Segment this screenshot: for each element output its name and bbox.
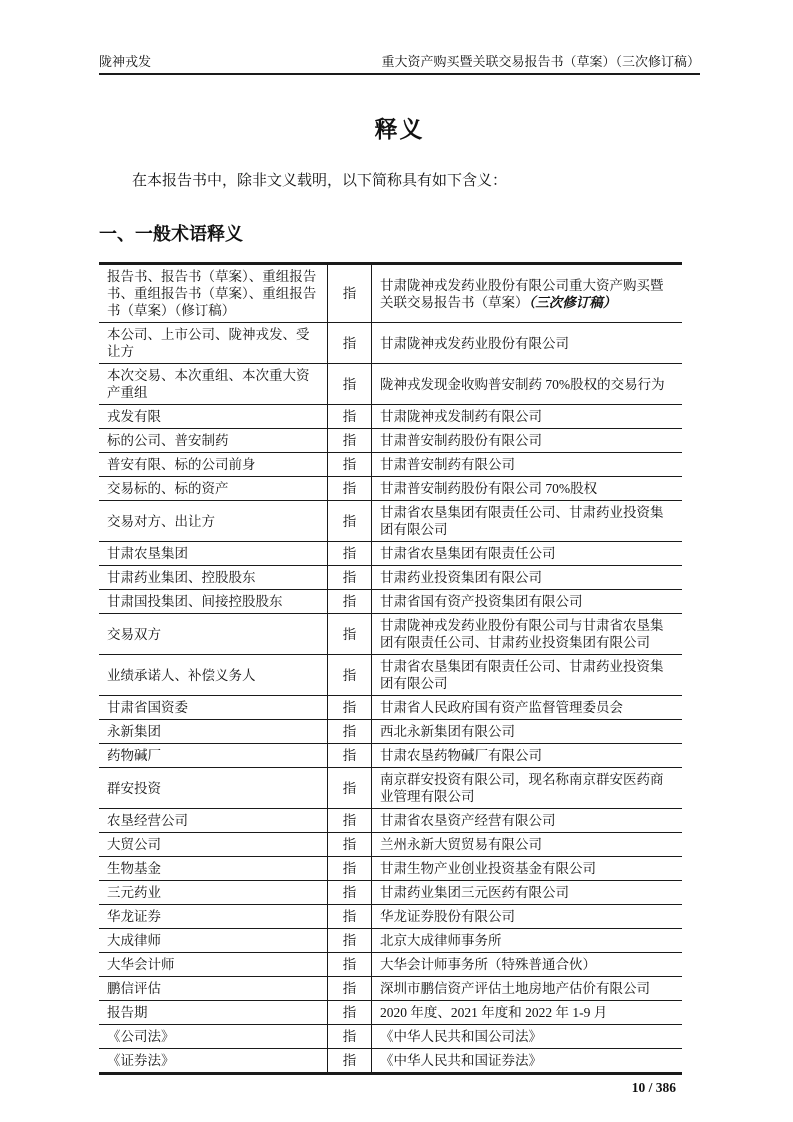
- term-cell: 甘肃药业集团、控股股东: [99, 566, 328, 590]
- section-heading: 一、一般术语释义: [99, 224, 243, 244]
- definition-cell: [372, 429, 683, 453]
- zhi-cell: 指: [328, 566, 372, 590]
- definition-bold: （三次修订稿）: [528, 294, 617, 310]
- zhi-cell: 指: [328, 953, 372, 977]
- zhi-cell: 指: [328, 833, 372, 857]
- definition-text: 甘肃陇神戎发药业股份有限公司: [380, 335, 569, 351]
- table-row: [99, 614, 682, 655]
- definition-text: 甘肃药业投资集团有限公司: [380, 570, 542, 585]
- table-row: [99, 768, 682, 809]
- definition-text: 2020 年度、2021 年度和 2022 年 1-9 月: [380, 1005, 608, 1020]
- table-row: [99, 905, 682, 929]
- term-cell: 群安投资: [99, 768, 328, 809]
- zhi-cell: 指: [328, 323, 372, 364]
- definition-cell: [372, 696, 683, 720]
- zhi-cell: 指: [328, 614, 372, 655]
- table-row: [99, 566, 682, 590]
- definition-text: 甘肃农垦药物碱厂有限公司: [380, 748, 542, 763]
- definition-text: 西北永新集团有限公司: [380, 724, 515, 739]
- definition-text: 《中华人民共和国公司法》: [380, 1029, 542, 1044]
- table-row: [99, 744, 682, 768]
- definition-cell: [372, 929, 683, 953]
- table-row: [99, 501, 682, 542]
- zhi-cell: 指: [328, 264, 372, 323]
- zhi-cell: 指: [328, 744, 372, 768]
- table-row: [99, 1049, 682, 1074]
- zhi-cell: 指: [328, 1025, 372, 1049]
- term-cell: 业绩承诺人、补偿义务人: [99, 655, 328, 696]
- term-cell: 三元药业: [99, 881, 328, 905]
- table-row: [99, 364, 682, 405]
- table-row: [99, 977, 682, 1001]
- table-row: [99, 696, 682, 720]
- zhi-cell: 指: [328, 696, 372, 720]
- definition-cell: [372, 264, 683, 323]
- definition-cell: [372, 1001, 683, 1025]
- definition-text: 北京大成律师事务所: [380, 933, 502, 948]
- table-row: [99, 881, 682, 905]
- definition-text: 甘肃省农垦集团有限责任公司、甘肃药业投资集团有限公司: [380, 505, 664, 537]
- definition-text: 甘肃省人民政府国有资产监督管理委员会: [380, 700, 623, 715]
- zhi-cell: 指: [328, 881, 372, 905]
- term-cell: 华龙证券: [99, 905, 328, 929]
- zhi-cell: 指: [328, 905, 372, 929]
- page-content: [99, 0, 700, 1096]
- table-row: [99, 429, 682, 453]
- definition-text: 甘肃陇神戎发药业股份有限公司重大资产购买暨关联交易报告书（草案）: [380, 277, 664, 310]
- definition-text: 《中华人民共和国证券法》: [380, 1053, 542, 1068]
- zhi-cell: 指: [328, 977, 372, 1001]
- definition-cell: [372, 323, 683, 364]
- term-cell: 普安有限、标的公司前身: [99, 453, 328, 477]
- definition-cell: [372, 881, 683, 905]
- definition-text: 华龙证券股份有限公司: [380, 909, 515, 924]
- doc-title: 释义: [374, 116, 425, 142]
- term-cell: 生物基金: [99, 857, 328, 881]
- table-row: [99, 264, 682, 323]
- zhi-cell: 指: [328, 1049, 372, 1074]
- definition-text: 甘肃普安制药股份有限公司 70%股权: [380, 481, 598, 496]
- table-row: [99, 405, 682, 429]
- definition-text: 深圳市鹏信资产评估土地房地产估价有限公司: [380, 981, 650, 996]
- definition-cell: [372, 1025, 683, 1049]
- term-cell: 交易对方、出让方: [99, 501, 328, 542]
- header-right-text: 重大资产购买暨关联交易报告书（草案）（三次修订稿）: [381, 54, 700, 69]
- term-cell: 大贸公司: [99, 833, 328, 857]
- definition-cell: [372, 905, 683, 929]
- zhi-cell: 指: [328, 364, 372, 405]
- definition-cell: [372, 364, 683, 405]
- zhi-cell: 指: [328, 405, 372, 429]
- table-row: [99, 857, 682, 881]
- definition-text: 大华会计师事务所（特殊普通合伙）: [380, 957, 596, 972]
- header-left-text: 陇神戎发: [99, 54, 152, 69]
- zhi-cell: 指: [328, 477, 372, 501]
- definition-text: 甘肃省国有资产投资集团有限公司: [380, 594, 583, 609]
- zhi-cell: 指: [328, 501, 372, 542]
- table-row: [99, 1025, 682, 1049]
- term-cell: 甘肃省国资委: [99, 696, 328, 720]
- term-cell: 农垦经营公司: [99, 809, 328, 833]
- zhi-cell: 指: [328, 655, 372, 696]
- term-cell: 交易双方: [99, 614, 328, 655]
- table-row: [99, 720, 682, 744]
- definition-cell: [372, 857, 683, 881]
- definition-text: 甘肃陇神戎发制药有限公司: [380, 409, 542, 424]
- term-cell: 报告期: [99, 1001, 328, 1025]
- zhi-cell: 指: [328, 429, 372, 453]
- term-cell: 甘肃国投集团、间接控股股东: [99, 590, 328, 614]
- definition-text: 甘肃省农垦集团有限责任公司: [380, 546, 556, 561]
- page-header: [99, 0, 700, 75]
- zhi-cell: 指: [328, 720, 372, 744]
- definition-text: 陇神戎发现金收购普安制药 70%股权的交易行为: [380, 376, 665, 392]
- definition-cell: [372, 809, 683, 833]
- zhi-cell: 指: [328, 590, 372, 614]
- definition-cell: [372, 1049, 683, 1074]
- definition-cell: [372, 542, 683, 566]
- table-row: [99, 833, 682, 857]
- term-cell: 《公司法》: [99, 1025, 328, 1049]
- zhi-cell: 指: [328, 542, 372, 566]
- table-row: [99, 590, 682, 614]
- definition-cell: [372, 953, 683, 977]
- term-cell: 戎发有限: [99, 405, 328, 429]
- definition-cell: [372, 768, 683, 809]
- definition-text: 兰州永新大贸贸易有限公司: [380, 837, 542, 852]
- definition-cell: [372, 833, 683, 857]
- zhi-cell: 指: [328, 1001, 372, 1025]
- table-row: [99, 809, 682, 833]
- definition-text: 甘肃普安制药有限公司: [380, 457, 515, 472]
- table-row: [99, 929, 682, 953]
- definition-cell: [372, 977, 683, 1001]
- definition-cell: [372, 720, 683, 744]
- definition-cell: [372, 566, 683, 590]
- definition-cell: [372, 614, 683, 655]
- definition-text: 甘肃生物产业创业投资基金有限公司: [380, 861, 596, 876]
- term-cell: 鹏信评估: [99, 977, 328, 1001]
- definition-cell: [372, 744, 683, 768]
- term-cell: 标的公司、普安制药: [99, 429, 328, 453]
- term-cell: 《证券法》: [99, 1049, 328, 1074]
- definition-cell: [372, 501, 683, 542]
- page-number: 10 / 386: [631, 1080, 676, 1095]
- definitions-table-body: [99, 264, 682, 1074]
- term-cell: 交易标的、标的资产: [99, 477, 328, 501]
- definition-text: 甘肃药业集团三元医药有限公司: [380, 885, 569, 900]
- definitions-table: [99, 262, 682, 1075]
- definition-text: 南京群安投资有限公司，现名称南京群安医药商业管理有限公司: [380, 772, 664, 804]
- definition-cell: [372, 590, 683, 614]
- definition-text: 甘肃省农垦集团有限责任公司、甘肃药业投资集团有限公司: [380, 659, 664, 691]
- definition-text: 甘肃普安制药股份有限公司: [380, 433, 542, 448]
- term-cell: 药物碱厂: [99, 744, 328, 768]
- term-cell: 报告书、报告书（草案）、重组报告书、重组报告书（草案）、重组报告书（草案）（修订稿）: [99, 264, 328, 323]
- table-row: [99, 453, 682, 477]
- table-row: [99, 953, 682, 977]
- zhi-cell: 指: [328, 453, 372, 477]
- definition-text: 甘肃省农垦资产经营有限公司: [380, 813, 556, 828]
- definition-cell: [372, 453, 683, 477]
- definition-cell: [372, 405, 683, 429]
- term-cell: 大成律师: [99, 929, 328, 953]
- table-row: [99, 323, 682, 364]
- table-row: [99, 542, 682, 566]
- term-cell: 本公司、上市公司、陇神戎发、受让方: [99, 323, 328, 364]
- zhi-cell: 指: [328, 809, 372, 833]
- intro-paragraph: 在本报告书中，除非文义载明，以下简称具有如下含义：: [132, 173, 508, 189]
- table-row: [99, 477, 682, 501]
- zhi-cell: 指: [328, 929, 372, 953]
- definition-cell: [372, 477, 683, 501]
- table-row: [99, 655, 682, 696]
- term-cell: 本次交易、本次重组、本次重大资产重组: [99, 364, 328, 405]
- term-cell: 永新集团: [99, 720, 328, 744]
- term-cell: 大华会计师: [99, 953, 328, 977]
- zhi-cell: 指: [328, 857, 372, 881]
- table-row: [99, 1001, 682, 1025]
- definition-cell: [372, 655, 683, 696]
- term-cell: 甘肃农垦集团: [99, 542, 328, 566]
- zhi-cell: 指: [328, 768, 372, 809]
- definition-text: 甘肃陇神戎发药业股份有限公司与甘肃省农垦集团有限责任公司、甘肃药业投资集团有限公司: [380, 618, 664, 650]
